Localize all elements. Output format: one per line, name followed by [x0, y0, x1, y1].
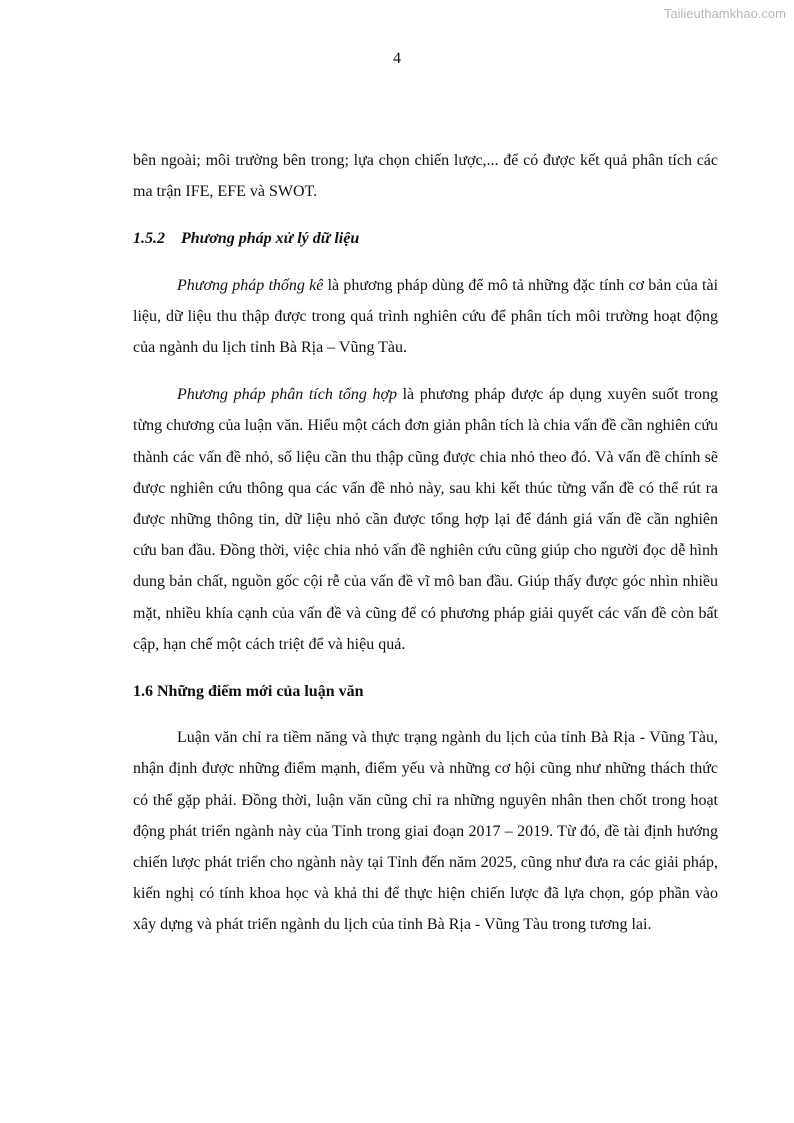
- heading-1-6: 1.6 Những điểm mới của luận văn: [133, 683, 364, 701]
- heading-title: Phương pháp xử lý dữ liệu: [181, 230, 360, 248]
- term-statistics: Phương pháp thống kê: [177, 276, 324, 294]
- paragraph-statistics: [133, 270, 718, 364]
- document-body: [133, 145, 718, 941]
- term-synthesis: Phương pháp phân tích tổng hợp: [177, 386, 397, 404]
- page-number: 4: [393, 50, 401, 67]
- heading-1-5-2: [133, 223, 718, 254]
- watermark: Tailieuthamkhao.com: [663, 6, 786, 21]
- paragraph-statistics-text: là phương pháp dùng để mô tả những đặc tính cơ bản của tài liệu, dữ liệu thu thập được trong quá trình nghiên cứu để phân tích môi trường hoạt động của ngành du lịch tỉnh Bà Rịa – Vũng Tàu.: [133, 276, 719, 357]
- paragraph-new-points: Luận văn chỉ ra tiềm năng và thực trạng ngành du lịch của tỉnh Bà Rịa - Vũng Tàu, nhận định được những điểm mạnh, điểm yếu và những cơ hội cũng như những thách thức có thể gặp phải. Đồng thời, luận văn cũng chỉ ra những nguyên nhân then chốt trong hoạt động phát triển ngành này của Tỉnh trong giai đoạn 2017 – 2019. Từ đó, đề tài định hướng chiến lược phát triển cho ngành này tại Tỉnh đến năm 2025, cũng như đưa ra các giải pháp, kiến nghị có tính khoa học và khả thi để thực hiện chiến lược đã lựa chọn, góp phần vào xây dựng và phát triển ngành du lịch của tỉnh Bà Rịa - Vũng Tàu trong tương lai.: [133, 729, 718, 934]
- heading-number: 1.5.2: [133, 230, 165, 248]
- paragraph-synthesis: [133, 379, 718, 660]
- paragraph-intro: bên ngoài; môi trường bên trong; lựa chọn chiến lược,... để có được kết quả phân tích các ma trận IFE, EFE và SWOT.: [133, 152, 718, 201]
- paragraph-synthesis-text: là phương pháp được áp dụng xuyên suốt trong từng chương của luận văn. Hiểu một cách đơn giản phân tích là chia vấn đề cần nghiên cứu thành các vấn đề nhỏ, số liệu cần thu thập cũng được chia nhỏ theo đó. Và vấn đề chính sẽ được nghiên cứu thông qua các vấn đề nhỏ này, sau khi kết thúc từng vấn đề có thể rút ra được những thông tin, dữ liệu nhỏ cần được tổng hợp lại để đánh giá vấn đề cần nghiên cứu ban đầu. Đồng thời, việc chia nhỏ vấn đề nghiên cứu cũng giúp cho người đọc dễ hình dung bản chất, nguồn gốc cội rễ của vấn đề vĩ mô ban đầu. Giúp thấy được góc nhìn nhiều mặt, nhiều khía cạnh của vấn đề và cũng để có phương pháp giải quyết các vấn đề còn bất cập, hạn chế một cách triệt để và hiệu quả.: [133, 386, 718, 653]
